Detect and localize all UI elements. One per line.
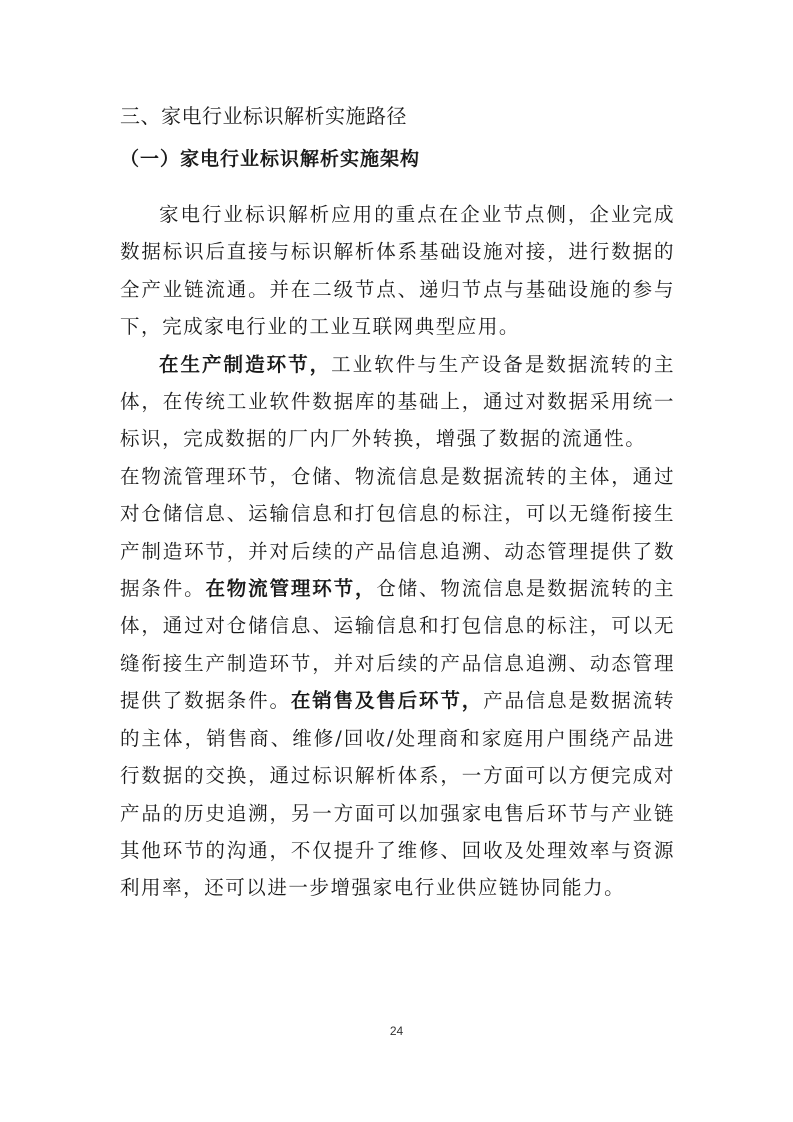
logistics-text-1: 在物流管理环节，仓储、物流信息是数据流转的主体，通过对仓储信息、运输信息和打包信息的标注，可以无缝衔接生产制造环节，并对后续的产品信息追溯、动态管理提供了数据条件。	[120, 464, 675, 601]
page-number: 24	[389, 1024, 404, 1038]
paragraph-logistics-sales	[120, 458, 675, 907]
production-text: 工业软件与生产设备是数据流转的主体，在传统工业软件数据库的基础上，通过对数据采用统一标识，完成数据的厂内厂外转换，增强了数据的流通性。	[120, 352, 675, 451]
logistics-text-2: 仓储、物流信息是数据流转的主体，通过对仓储信息、运输信息和打包信息的标注，可以无缝衔接生产制造环节，并对后续的产品信息追溯、动态管理提供了数据条件。	[120, 577, 676, 713]
subsection-heading: （一）家电行业标识解析实施架构	[120, 148, 421, 170]
paragraph-overview: 家电行业标识解析应用的重点在企业节点侧，企业完成数据标识后直接与标识解析体系基础设施对接，进行数据的全产业链流通。并在二级节点、递归节点与基础设施的参与下，完成家电行业的工业互联网典型应用。	[120, 203, 675, 339]
body-text	[120, 196, 675, 907]
paragraph-production	[120, 346, 675, 458]
sales-lead: 在销售及售后环节，	[290, 689, 484, 713]
logistics-lead: 在物流管理环节，	[205, 577, 377, 601]
sales-text: 产品信息是数据流转的主体，销售商、维修/回收/处理商和家庭用户围绕产品进行数据的交换，通过标识解析体系，一方面可以方便完成对产品的历史追溯，另一方面可以加强家电售后环节与产业链其他环节的沟通，不仅提升了维修、回收及处理效率与资源利用率，还可以进一步增强家电行业供应链协同能力。	[120, 689, 676, 900]
section-heading: 三、家电行业标识解析实施路径	[120, 104, 407, 128]
production-lead: 在生产制造环节，	[159, 352, 332, 376]
